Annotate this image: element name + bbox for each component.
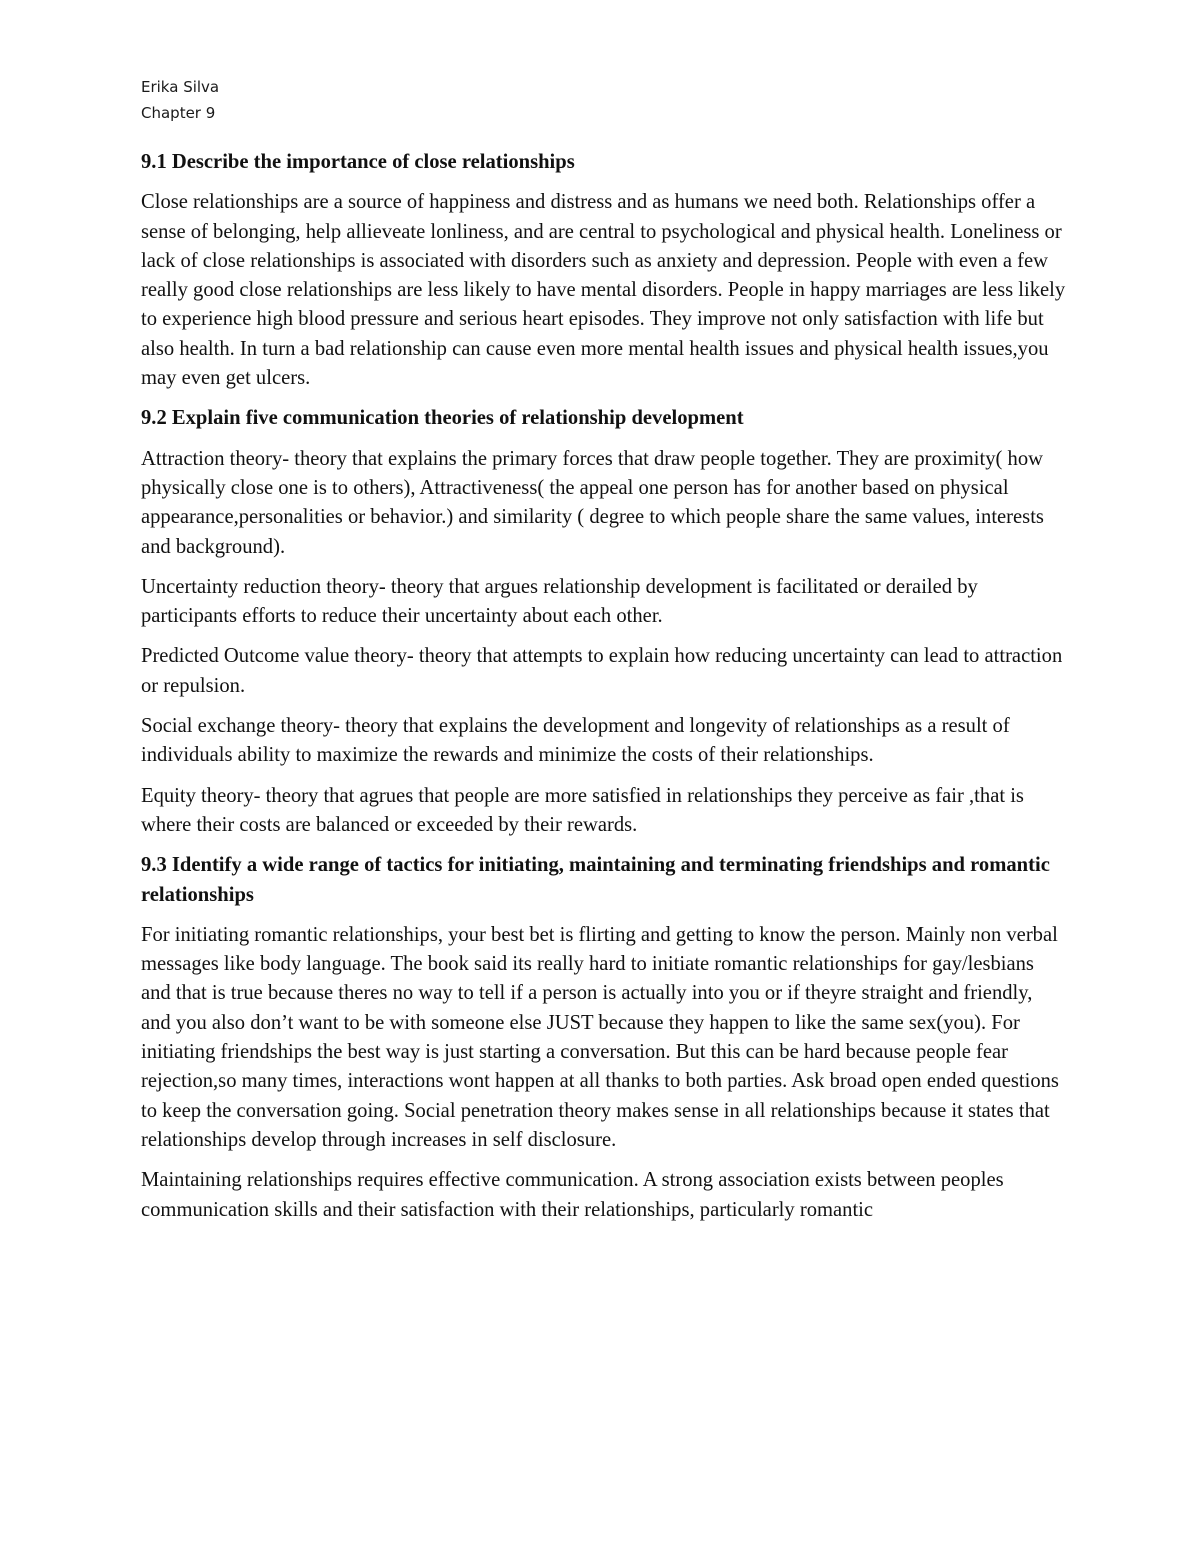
paragraph: Maintaining relationships requires effective communication. A strong association exists between peoples communication skills and their satisfaction with their relationships, particularly romantic bbox=[141, 1169, 1004, 1221]
section-heading-9-1: 9.1 Describe the importance of close relationships bbox=[141, 151, 575, 173]
document-body bbox=[141, 148, 1066, 1236]
chapter-label: Chapter 9 bbox=[141, 104, 216, 122]
paragraph: Equity theory- theory that agrues that people are more satisfied in relationships they perceive as fair ,that is where their costs are balanced or exceeded by their rewards. bbox=[141, 784, 1024, 836]
section-heading-9-2: 9.2 Explain five communication theories of relationship development bbox=[141, 407, 744, 430]
paragraph: Attraction theory- theory that explains the primary forces that draw people together. They are proximity( how physically close one is to others), Attractiveness( the appeal one person has for another based on physical appearance,personalities or behavior.) and similarity ( degree to which people share the same values, interests and background). bbox=[141, 447, 1044, 558]
paragraph: Uncertainty reduction theory- theory that argues relationship development is facilitated or derailed by participants efforts to reduce their uncertainty about each other. bbox=[141, 575, 978, 628]
paragraph: Close relationships are a source of happiness and distress and as humans we need both. Relationships offer a sense of belonging, help allieveate lonliness, and are central to psychological and physical health. Loneliness or lack of close relationships is associated with disorders such as anxiety and depression. People with even a few really good close relationships are less likely to have mental disorders. People in happy marriages are less likely to experience high blood pressure and serious heart episodes. They improve not only satisfaction with life but also health. In turn a bad relationship can cause even more mental health issues and physical health issues,you may even get ulcers. bbox=[141, 191, 1066, 390]
section-heading-9-3: 9.3 Identify a wide range of tactics for initiating, maintaining and terminating friendships and romantic relationships bbox=[141, 854, 1050, 906]
paragraph: Predicted Outcome value theory- theory that attempts to explain how reducing uncertainty can lead to attraction or repulsion. bbox=[141, 645, 1063, 697]
paragraph: Social exchange theory- theory that explains the development and longevity of relationships as a result of individuals ability to maximize the rewards and minimize the costs of their relationships. bbox=[141, 715, 1010, 767]
author-name: Erika Silva bbox=[141, 78, 220, 96]
paragraph: For initiating romantic relationships, your best bet is flirting and getting to know the person. Mainly non verbal messages like body language. The book said its really hard to initiate romantic relationships for gay/lesbians and that is true because theres no way to tell if a person is actually into you or if theyre straight and friendly, and you also don’t want to be with someone else JUST because they happen to like the same sex(you). For initiating friendships the best way is just starting a conversation. But this can be hard because people fear rejection,so many times, interactions wont happen at all thanks to both parties. Ask broad open ended questions to keep the conversation going. Social penetration theory makes sense in all relationships because it states that relationships develop through increases in self disclosure. bbox=[141, 923, 1059, 1151]
document-header bbox=[141, 74, 219, 126]
